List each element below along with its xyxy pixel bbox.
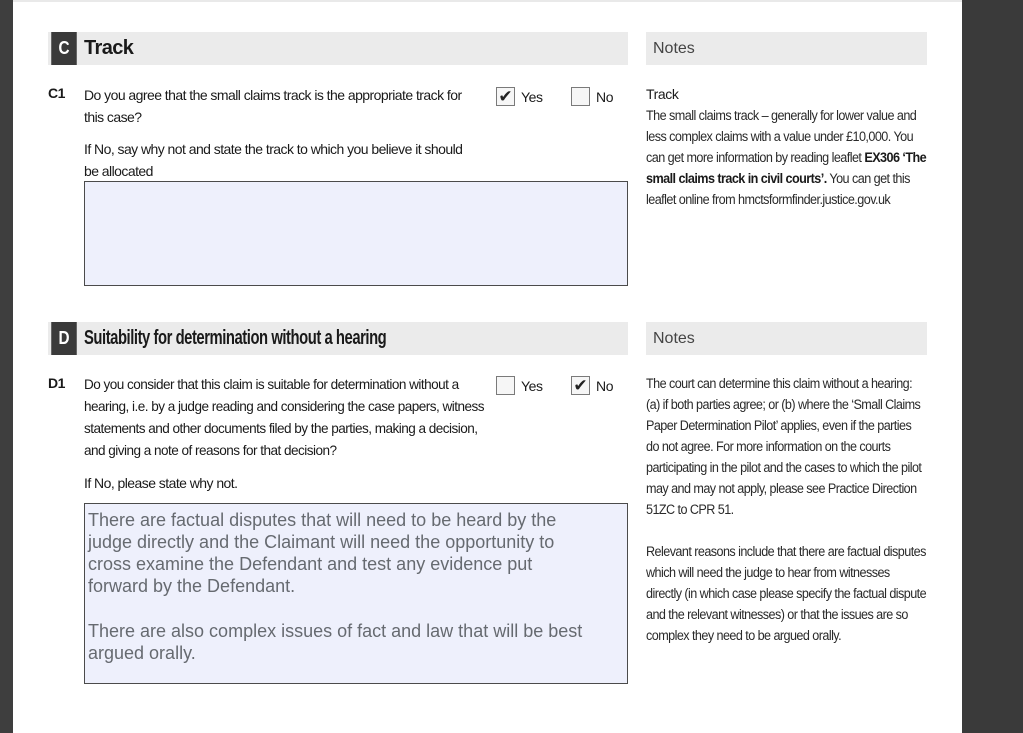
question-c1-number: C1 <box>48 85 65 101</box>
section-c-header <box>48 32 628 65</box>
c1-no-label: No <box>596 89 614 105</box>
section-c-letter: C <box>51 32 77 65</box>
section-d-notes-body: The court can determine this claim without a hearing: (a) if both parties agree; or (b) where the ‘Small Claims Paper Determination Pilot’ applies, even if the parties do not agree. For more information on the courts participating in the pilot and the cases to which the pilot may and may not apply, please see Practice Direction 51ZC to CPR 51. Relevant reasons include that there are factual disputes which will need the judge to hear from witnesses directly (in which case please specify the factual dispute and the relevant witnesses) or that the issues are so complex they need to be argued orally. <box>646 376 927 643</box>
d1-no-checkbox[interactable] <box>571 376 590 395</box>
section-d-title: Suitability for determination without a hearing <box>84 327 387 349</box>
section-c-notes-heading: Track <box>646 86 679 102</box>
check-mark-icon: ✔ <box>573 376 588 395</box>
question-c1-text: Do you agree that the small claims track is the appropriate track for this case? <box>84 87 462 125</box>
c1-yes-label: Yes <box>521 89 543 105</box>
question-d1-text: Do you consider that this claim is suitable for determination without a hearing, i.e. by a judge reading and considering the case papers, witness statements and other documents filed by the parties, making a decision, and giving a note of reasons for that decision? <box>84 376 485 458</box>
question-d1-number: D1 <box>48 375 65 391</box>
question-c1-if-no: If No, say why not and state the track to which you believe it should be allocated <box>84 141 463 179</box>
section-c-title: Track <box>84 37 134 59</box>
section-c-notes-body: The small claims track – generally for lower value and less complex claims with a value under £10,000. You can get more information by reading leaflet EX306 ‘The small claims track in civil courts’. You can get this leaflet online from hmctsformfinder.justice.gov.uk <box>646 108 927 207</box>
section-d-letter: D <box>51 322 77 355</box>
d1-no-label: No <box>596 378 614 394</box>
viewer-background <box>962 0 1023 733</box>
d1-answer-field[interactable] <box>84 503 628 684</box>
form-page <box>13 0 962 733</box>
c1-no-checkbox[interactable] <box>571 87 590 106</box>
d1-yes-checkbox[interactable] <box>496 376 515 395</box>
c1-answer-field[interactable] <box>84 181 628 286</box>
d1-answer-para2: There are also complex issues of fact and law that will be best argued orally. <box>88 621 583 663</box>
d1-yes-label: Yes <box>521 378 543 394</box>
check-mark-icon: ✔ <box>498 87 513 106</box>
section-d-notes-header: Notes <box>646 322 927 355</box>
d1-answer-para1: There are factual disputes that will need to be heard by the judge directly and the Claimant will need the opportunity to cross examine the Defendant and test any evidence put forward by the Defendant. <box>88 510 557 596</box>
section-c-notes-header: Notes <box>646 32 927 65</box>
c1-yes-checkbox[interactable] <box>496 87 515 106</box>
question-d1-if-no: If No, please state why not. <box>84 475 238 491</box>
